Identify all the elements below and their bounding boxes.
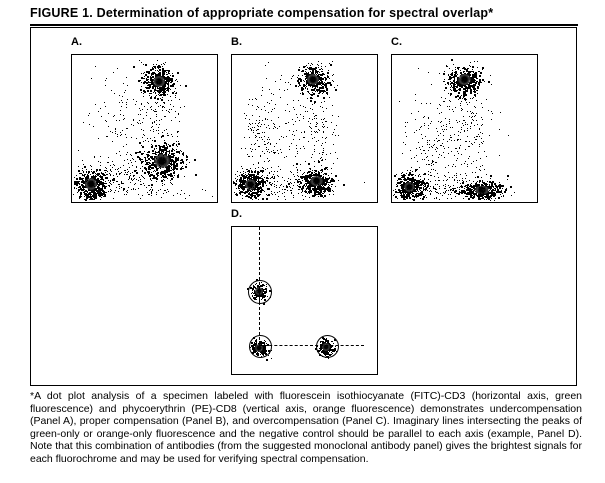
peak-marker-orange-only	[248, 280, 272, 304]
panel-label-c: C.	[391, 36, 402, 48]
figure-title: FIGURE 1. Determination of appropriate compensation for spectral overlap*	[30, 6, 494, 20]
figure-caption: *A dot plot analysis of a specimen labeled with fluorescein isothiocyanate (FITC)-CD3 (horizontal axis, green fluorescence) and phycoerythrin (PE)-CD8 (vertical axis, orange fluorescence) demonstrates undercompensation (Panel A), proper compensation (Panel B), and overcompensation (Panel C). Imaginary lines intersecting the peaks of green-only or orange-only fluorescence and the negative control should be parallel to each axis (example, Panel D). Note that this combination of antibodies (from the suggested monoclonal antibody panel) gives the brightest signals for each fluorochrome and may be used for verifying spectral compensation.	[30, 390, 582, 465]
panel-b-scatter	[231, 54, 378, 203]
panel-d-scatter	[231, 226, 378, 375]
peak-marker-negative-control	[249, 335, 272, 358]
panel-c-scatter	[391, 54, 538, 203]
panel-label-b: B.	[231, 36, 242, 48]
peak-marker-green-only	[316, 335, 339, 358]
panel-label-a: A.	[71, 36, 82, 48]
panel-label-d: D.	[231, 208, 242, 220]
panel-a-scatter	[71, 54, 218, 203]
guide-line-horizontal	[259, 345, 364, 346]
figure-box	[30, 27, 577, 386]
title-rule	[30, 24, 578, 26]
